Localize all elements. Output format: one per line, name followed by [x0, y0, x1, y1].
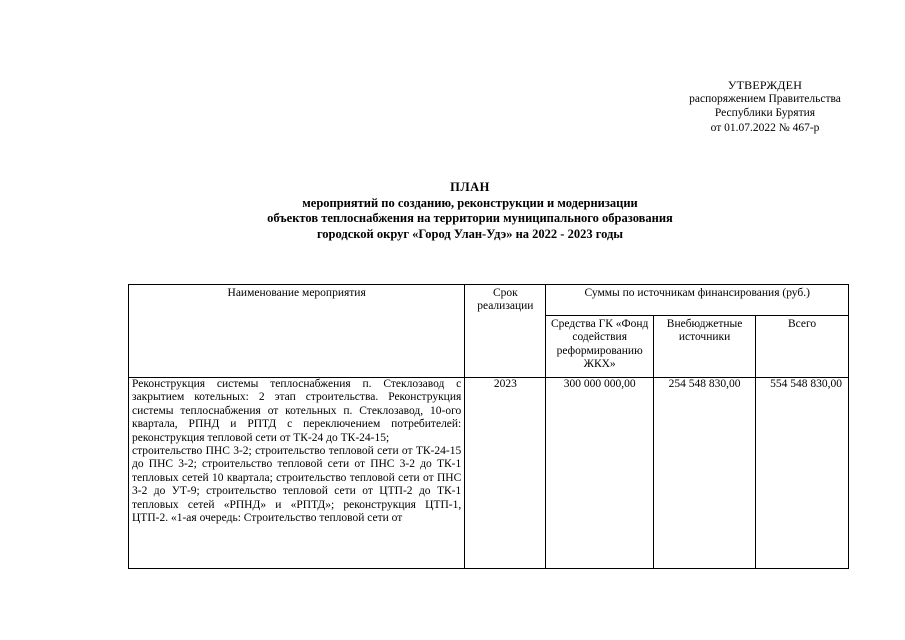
header-name: Наименование мероприятия	[129, 285, 465, 378]
row-fund: 300 000 000,00	[546, 378, 654, 569]
row-description-part-1: Реконструкция системы теплоснабжения п. Стеклозавод с закрытием котельных: 2 этап строительства. Реконструкция системы теплоснабжения от котельных п. Стеклозавод, 10-ого квартала, РПНД и РПТД с переключением потребителей: реконструкция тепловой сети от ТК-24 до ТК-24-15;	[132, 378, 462, 444]
row-description-part-2: строительство ПНС 3-2; строительство тепловой сети от ТК-24-15 до ПНС 3-2; строительство тепловой сети от ПНС 3-2 до ТК-1 тепловых сетей 10 квартала; строительство тепловой сети от ПНС 3-2 до УТ-9; строительство тепловой сети от ЦТП-2 до ТК-1 тепловых сетей «РПНД» и «РПТД»; реконструкция ЦТП-1, ЦТП-2. «1-ая очередь: Строительство тепловой сети от	[132, 445, 462, 525]
plan-table	[128, 284, 849, 569]
row-extra: 254 548 830,00	[653, 378, 755, 569]
row-term: 2023	[465, 378, 546, 569]
plan-subtitle-line-1: мероприятий по созданию, реконструкции и модернизации	[302, 195, 638, 210]
approval-line-2: Республики Бурятия	[714, 107, 816, 120]
plan-heading	[150, 180, 790, 242]
header-total: Всего	[756, 316, 849, 378]
row-description	[129, 378, 465, 569]
approval-stamp	[650, 78, 880, 135]
approval-line-3: от 01.07.2022 № 467-р	[710, 121, 820, 134]
approval-title: УТВЕРЖДЕН	[727, 78, 803, 92]
row-total: 554 548 830,00	[756, 378, 849, 569]
header-fund: Средства ГК «Фонд содействия реформированию ЖКХ»	[546, 316, 654, 378]
plan-subtitle-line-2: объектов теплоснабжения на территории муниципального образования	[267, 211, 673, 226]
table-header-row	[129, 285, 849, 316]
table-row	[129, 378, 849, 569]
plan-title: ПЛАН	[450, 180, 490, 194]
approval-line-1: распоряжением Правительства	[689, 93, 841, 106]
header-sources: Суммы по источникам финансирования (руб.)	[546, 285, 849, 316]
header-extra: Внебюджетные источники	[653, 316, 755, 378]
plan-subtitle-line-3: городской округ «Город Улан-Удэ» на 2022 - 2023 годы	[316, 226, 624, 241]
header-term: Срок реализации	[465, 285, 546, 378]
